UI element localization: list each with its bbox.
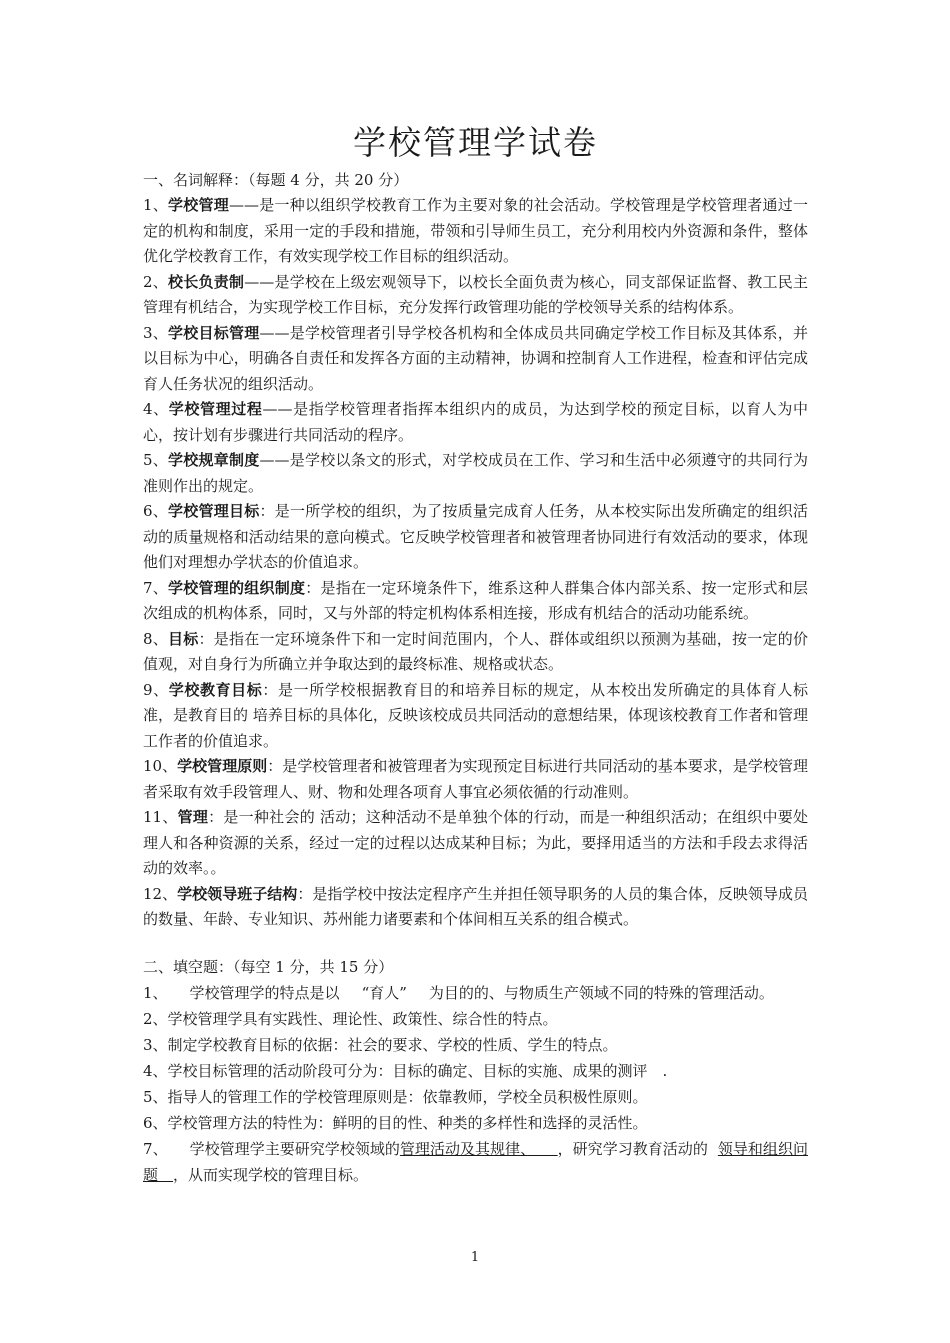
definition-item bbox=[143, 576, 808, 627]
definition-text: 是一种社会的 活动；这种活动不是单独个体的行动，而是一种组织活动；在组织中要处理人和各种资源的关系，经过一定的过程以达成某种目标；为此，要择用适当的方法和手段去求得活动的效率。。 bbox=[143, 808, 808, 877]
definition-separator: ： bbox=[259, 502, 275, 520]
definition-number: 3、 bbox=[143, 323, 169, 342]
definition-item bbox=[143, 499, 808, 576]
definition-term: 目标 bbox=[168, 629, 199, 648]
definition-term: 学校领导班子结构 bbox=[177, 884, 298, 903]
definition-item bbox=[143, 321, 808, 398]
definition-separator: ： bbox=[198, 629, 214, 648]
definition-separator: —— bbox=[259, 323, 290, 342]
definition-number: 8、 bbox=[143, 629, 169, 648]
fill-item-1: 1、 学校管理学的特点是以 “育人” 为目的的、与物质生产领域不同的特殊的管理活动。 bbox=[143, 983, 774, 1002]
definition-separator: ： bbox=[297, 884, 313, 903]
definition-number: 5、 bbox=[143, 451, 169, 469]
definition-term: 学校管理 bbox=[168, 196, 230, 214]
section-heading-definitions: 一、名词解释：（每题 4 分，共 20 分） bbox=[143, 171, 409, 189]
definition-item bbox=[143, 754, 808, 805]
fill-item-6: 6、学校管理方法的特性为：鲜明的目的性、种类的多样性和选择的灵活性。 bbox=[143, 1113, 648, 1132]
fill-item-5: 5、指导人的管理工作的学校管理原则是：依靠教师，学校全员积极性原则。 bbox=[143, 1087, 648, 1106]
definition-item bbox=[143, 193, 808, 270]
definition-item bbox=[143, 805, 808, 882]
definition-separator: ： bbox=[208, 808, 224, 826]
definition-number: 11、 bbox=[143, 808, 178, 826]
definition-text: 是学校在上级宏观领导下，以校长全面负责为核心，同支部保证监督、教工民主管理有机结合，为实现学校工作目标，充分发挥行政管理功能的学校领导关系的结构体系。 bbox=[143, 272, 808, 316]
definition-term: 学校管理过程 bbox=[168, 400, 263, 418]
fill-item-2: 2、学校管理学具有实践性、理论性、政策性、综合性的特点。 bbox=[143, 1009, 558, 1028]
definition-number: 2、 bbox=[143, 272, 169, 291]
section-heading-fill-blanks: 二、填空题：（每空 1 分，共 15 分） bbox=[143, 957, 394, 976]
definition-item bbox=[143, 448, 808, 499]
definition-separator: —— bbox=[262, 400, 293, 418]
definition-text: 是一所学校根据教育目的和培养目标的规定，从本校出发所确定的具体育人标准，是教育目的 培养目标的具体化，反映该校成员共同活动的意想结果，体现该校教育工作者和管理工作者的价值追求。 bbox=[143, 680, 808, 750]
definition-item bbox=[143, 270, 808, 321]
definition-number: 12、 bbox=[143, 884, 178, 903]
definition-number: 4、 bbox=[143, 400, 169, 418]
definition-number: 1、 bbox=[143, 196, 169, 214]
definition-separator: —— bbox=[244, 272, 275, 291]
definition-term: 学校管理目标 bbox=[168, 502, 260, 520]
definition-text: 是学校以条文的形式，对学校成员在工作、学习和生活中必须遵守的共同行为准则作出的规定。 bbox=[143, 451, 808, 495]
definitions-list bbox=[143, 193, 808, 933]
fill-item-7: 7、 学校管理学主要研究学校领域的管理活动及其规律、 ，研究学习教育活动的 领导和组织问题 ，从而实现学校的管理目标。 bbox=[143, 1139, 808, 1184]
definition-separator: ： bbox=[262, 680, 279, 699]
definition-text: 是指在一定环境条件下和一定时间范围内，个人、群体或组织以预测为基础，按一定的价值观，对自身行为所确立并争取达到的最终标准、规格或状态。 bbox=[143, 629, 808, 673]
fill-item-3: 3、制定学校教育目标的依据：社会的要求、学校的性质、学生的特点。 bbox=[143, 1035, 618, 1054]
definition-term: 学校教育目标 bbox=[168, 680, 263, 699]
fill-item-4: 4、学校目标管理的活动阶段可分为：目标的确定、目标的实施、成果的测评 . bbox=[143, 1061, 668, 1080]
definition-term: 学校规章制度 bbox=[168, 451, 260, 469]
definition-separator: —— bbox=[259, 451, 290, 469]
definition-text: 是学校管理者和被管理者为实现预定目标进行共同活动的基本要求，是学校管理者采取有效手段管理人、财、物和处理各项育人事宜必须依循的行动准则。 bbox=[143, 757, 808, 801]
answer-blank-2: 领导和组织问题 bbox=[143, 1139, 808, 1184]
definition-term: 学校管理的组织制度 bbox=[168, 578, 306, 597]
definition-item bbox=[143, 627, 808, 678]
definition-term: 管理 bbox=[177, 808, 209, 826]
definition-item bbox=[143, 678, 808, 755]
definition-term: 学校目标管理 bbox=[168, 323, 260, 342]
definition-item bbox=[143, 882, 808, 933]
definition-separator: ： bbox=[267, 757, 283, 775]
definition-text: 是指在一定环境条件下，维系这种人群集合体内部关系、按一定形式和层次组成的机构体系，同时，又与外部的特定机构体系相连接，形成有机结合的活动功能系统。 bbox=[143, 578, 808, 622]
definition-separator: —— bbox=[229, 196, 260, 214]
definition-number: 7、 bbox=[143, 578, 169, 597]
page-number: 1 bbox=[470, 1250, 480, 1265]
definition-number: 6、 bbox=[143, 502, 169, 520]
definition-separator: ： bbox=[305, 578, 321, 597]
definition-text: 是学校管理者引导学校各机构和全体成员共同确定学校工作目标及其体系，并以目标为中心，明确各自责任和发挥各方面的主动精神，协调和控制育人工作进程，检查和评估完成育人任务状况的组织活动。 bbox=[143, 323, 808, 393]
definition-text: 是指学校中按法定程序产生并担任领导职务的人员的集合体，反映领导成员的数量、年龄、专业知识、苏州能力诸要素和个体间相互关系的组合模式。 bbox=[143, 884, 808, 928]
definition-number: 10、 bbox=[143, 757, 178, 775]
definition-term: 学校管理原则 bbox=[177, 757, 268, 775]
definition-term: 校长负责制 bbox=[168, 272, 245, 291]
definition-number: 9、 bbox=[143, 680, 169, 699]
definition-text: 是指学校管理者指挥本组织内的成员，为达到学校的预定目标，以育人为中心，按计划有步骤进行共同活动的程序。 bbox=[143, 400, 808, 444]
definition-text: 是一种以组织学校教育工作为主要对象的社会活动。学校管理是学校管理者通过一定的机构和制度，采用一定的手段和措施，带领和引导师生员工，充分利用校内外资源和条件，整体优化学校教育工作，有效实现学校工作目标的组织活动。 bbox=[143, 196, 808, 265]
page-title: 学校管理学试卷 bbox=[353, 123, 598, 162]
definition-text: 是一所学校的组织，为了按质量完成育人任务，从本校实际出发所确定的组织活动的质量规格和活动结果的意向模式。它反映学校管理者和被管理者协同进行有效活动的要求，体现他们对理想办学状态的价值追求。 bbox=[143, 502, 808, 571]
answer-blank-1: 管理活动及其规律、 bbox=[399, 1139, 528, 1158]
answer-yuren: “育人” bbox=[361, 983, 407, 1002]
definition-item bbox=[143, 397, 808, 448]
